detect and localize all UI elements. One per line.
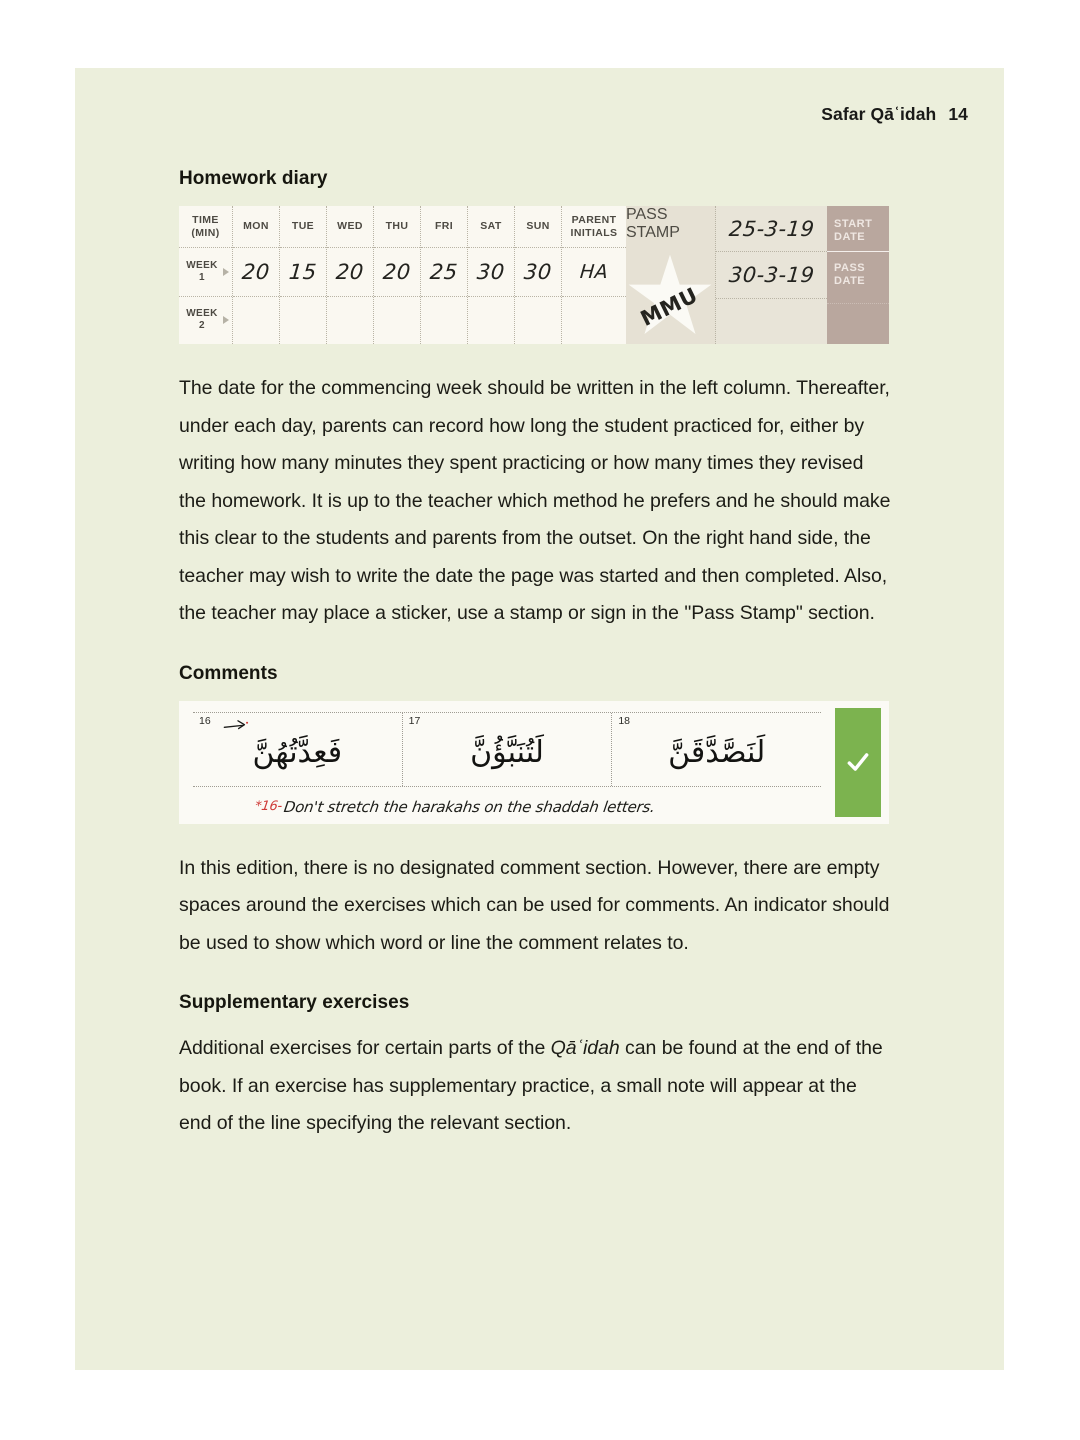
label-start-date	[827, 206, 889, 252]
diary-rowlabel-week2	[179, 297, 232, 345]
diary-header-time-line2: (MIN)	[191, 226, 220, 239]
diary-cell-week1-thu[interactable]	[374, 248, 420, 297]
pass-stamp-line1: PASS	[626, 206, 668, 223]
diary-column-tue	[280, 206, 327, 344]
exercise-word-16[interactable]	[193, 713, 402, 786]
diary-header-tue: TUE	[280, 206, 326, 248]
diary-cell-week1-mon[interactable]	[233, 248, 279, 297]
diary-cell-week1-parent-initials[interactable]	[562, 248, 626, 297]
handwriting-value: HA	[578, 260, 610, 283]
diary-header-sat: SAT	[468, 206, 514, 248]
diary-column-fri	[421, 206, 468, 344]
diary-header-thu: THU	[374, 206, 420, 248]
check-icon	[845, 749, 871, 775]
handwriting-value: 30-3-19	[727, 262, 816, 287]
comments-exercise-area	[179, 701, 835, 824]
diary-rowlabel-week1	[179, 248, 232, 297]
start-date-line1: START	[834, 218, 873, 230]
exercise-word-row	[193, 712, 821, 787]
arabic-word: فَعِدَّتُهُنَّ	[252, 734, 343, 770]
diary-cell-week1-tue[interactable]	[280, 248, 326, 297]
week2-label-line1: WEEK	[186, 308, 218, 320]
pass-date-line1: PASS	[834, 262, 866, 274]
week1-label-line2: 1	[199, 271, 205, 283]
diary-header-sun: SUN	[515, 206, 561, 248]
diary-cell-week1-fri[interactable]	[421, 248, 467, 297]
diary-cell-week2-sun[interactable]	[515, 297, 561, 345]
supp-text-before: Additional exercises for certain parts of the	[179, 1037, 551, 1059]
diary-cell-week2-wed[interactable]	[327, 297, 373, 345]
start-date-line2: DATE	[834, 231, 866, 243]
handwriting-value: 20	[241, 259, 271, 284]
supp-text-after: can be found at the end of the book. If an exercise has supplementary practice, a small note will appear at the end of the line specifying the relevant section.	[179, 1037, 883, 1134]
label-pass-date	[827, 252, 889, 304]
pass-date-line2: DATE	[834, 275, 866, 287]
diary-column-date-labels	[827, 206, 889, 344]
diary-column-mon	[233, 206, 280, 344]
diary-column-pass-stamp[interactable]	[626, 206, 716, 344]
diary-cell-week1-sun[interactable]	[515, 248, 561, 297]
running-header	[821, 104, 968, 125]
diary-header-parent-initials	[562, 206, 626, 248]
triangle-right-icon	[223, 268, 229, 276]
handwriting-value: 25-3-19	[727, 216, 816, 241]
handwriting-value: 30	[523, 259, 553, 284]
diary-column-wed	[327, 206, 374, 344]
homework-diary-figure	[179, 206, 889, 344]
word-number: 17	[408, 714, 421, 727]
parent-initials-line1: PARENT	[571, 214, 617, 226]
week1-label-line1: WEEK	[186, 259, 218, 271]
diary-cell-week2-sat[interactable]	[468, 297, 514, 345]
diary-cell-start-date[interactable]	[716, 206, 827, 252]
handwriting-value: 25	[429, 259, 459, 284]
page-sheet	[75, 68, 1004, 1370]
diary-cell-week1-wed[interactable]	[327, 248, 373, 297]
handwritten-comment-note	[254, 798, 656, 816]
label-empty	[827, 304, 889, 345]
diary-column-dates	[716, 206, 827, 344]
triangle-right-icon	[223, 316, 229, 324]
heading-homework-diary: Homework diary	[179, 168, 328, 189]
red-correction-mark-icon	[223, 719, 249, 733]
handwriting-value: 20	[382, 259, 412, 284]
pass-stamp-area[interactable]	[626, 242, 715, 344]
diary-column-sun	[515, 206, 562, 344]
book-title: Safar Qāʿidah	[821, 104, 937, 124]
exercise-word-18[interactable]	[611, 713, 821, 786]
diary-header-fri: FRI	[421, 206, 467, 248]
diary-header-time	[179, 206, 232, 248]
diary-cell-pass-date[interactable]	[716, 252, 827, 299]
diary-cell-week2-parent-initials[interactable]	[562, 297, 626, 345]
note-text: Don't stretch the harakahs on the shaddah letters.	[282, 797, 657, 816]
diary-cell-week2-mon[interactable]	[233, 297, 279, 345]
diary-cell-dates-empty[interactable]	[716, 299, 827, 345]
paragraph-comments: In this edition, there is no designated comment section. However, there are empty spaces around the exercises which can be used for comments. An indicator should be used to show which word or line the comment relates to.	[179, 856, 890, 954]
diary-cell-week2-fri[interactable]	[421, 297, 467, 345]
diary-cell-week2-thu[interactable]	[374, 297, 420, 345]
exercise-word-17[interactable]	[402, 713, 612, 786]
diary-cell-week1-sat[interactable]	[468, 248, 514, 297]
page-number: 14	[948, 104, 968, 124]
arabic-word: لَنَصَّدَّقَنَّ	[668, 734, 766, 770]
pass-stamp-line2: STAMP	[626, 224, 680, 241]
exercise-pass-bar[interactable]	[835, 708, 881, 817]
word-number: 16	[198, 714, 211, 727]
paragraph-homework-diary: The date for the commencing week should be written in the left column. Thereafter, under each day, parents can record how long the student practiced for, either by writing how many minutes they spent practicing or how many times they revised the homework. It is up to the teacher which method he prefers and he should make this clear to the students and parents from the outset. On the right hand side, the teacher may wish to write the date the page was started and then completed. Also, the teacher may place a sticker, use a stamp or sign in the "Pass Stamp" section.	[179, 377, 891, 624]
handwriting-value: 15	[288, 259, 318, 284]
diary-column-time	[179, 206, 233, 344]
heading-supplementary-exercises: Supplementary exercises	[179, 992, 410, 1013]
diary-grid	[179, 206, 626, 344]
arabic-word: لَتُنَبَّؤُنَّ	[470, 734, 544, 770]
comments-figure	[179, 701, 889, 824]
note-reference: *16-	[254, 798, 284, 814]
parent-initials-line2: INITIALS	[570, 226, 618, 239]
diary-header-pass-stamp	[626, 206, 715, 242]
diary-header-time-line1: TIME	[192, 214, 219, 226]
diary-column-thu	[374, 206, 421, 344]
handwriting-value: 30	[476, 259, 506, 284]
supp-text-italic: Qāʿidah	[550, 1037, 620, 1059]
diary-header-wed: WED	[327, 206, 373, 248]
stamp-initials: MMU	[637, 282, 702, 332]
handwriting-value: 20	[335, 259, 365, 284]
week2-label-line2: 2	[199, 320, 205, 332]
diary-header-mon: MON	[233, 206, 279, 248]
paragraph-supplementary-exercises	[179, 1030, 893, 1143]
diary-column-sat	[468, 206, 515, 344]
heading-comments: Comments	[179, 662, 278, 684]
diary-column-parent-initials	[562, 206, 626, 344]
word-number: 18	[618, 714, 631, 727]
page-content	[179, 168, 893, 1143]
diary-cell-week2-tue[interactable]	[280, 297, 326, 345]
